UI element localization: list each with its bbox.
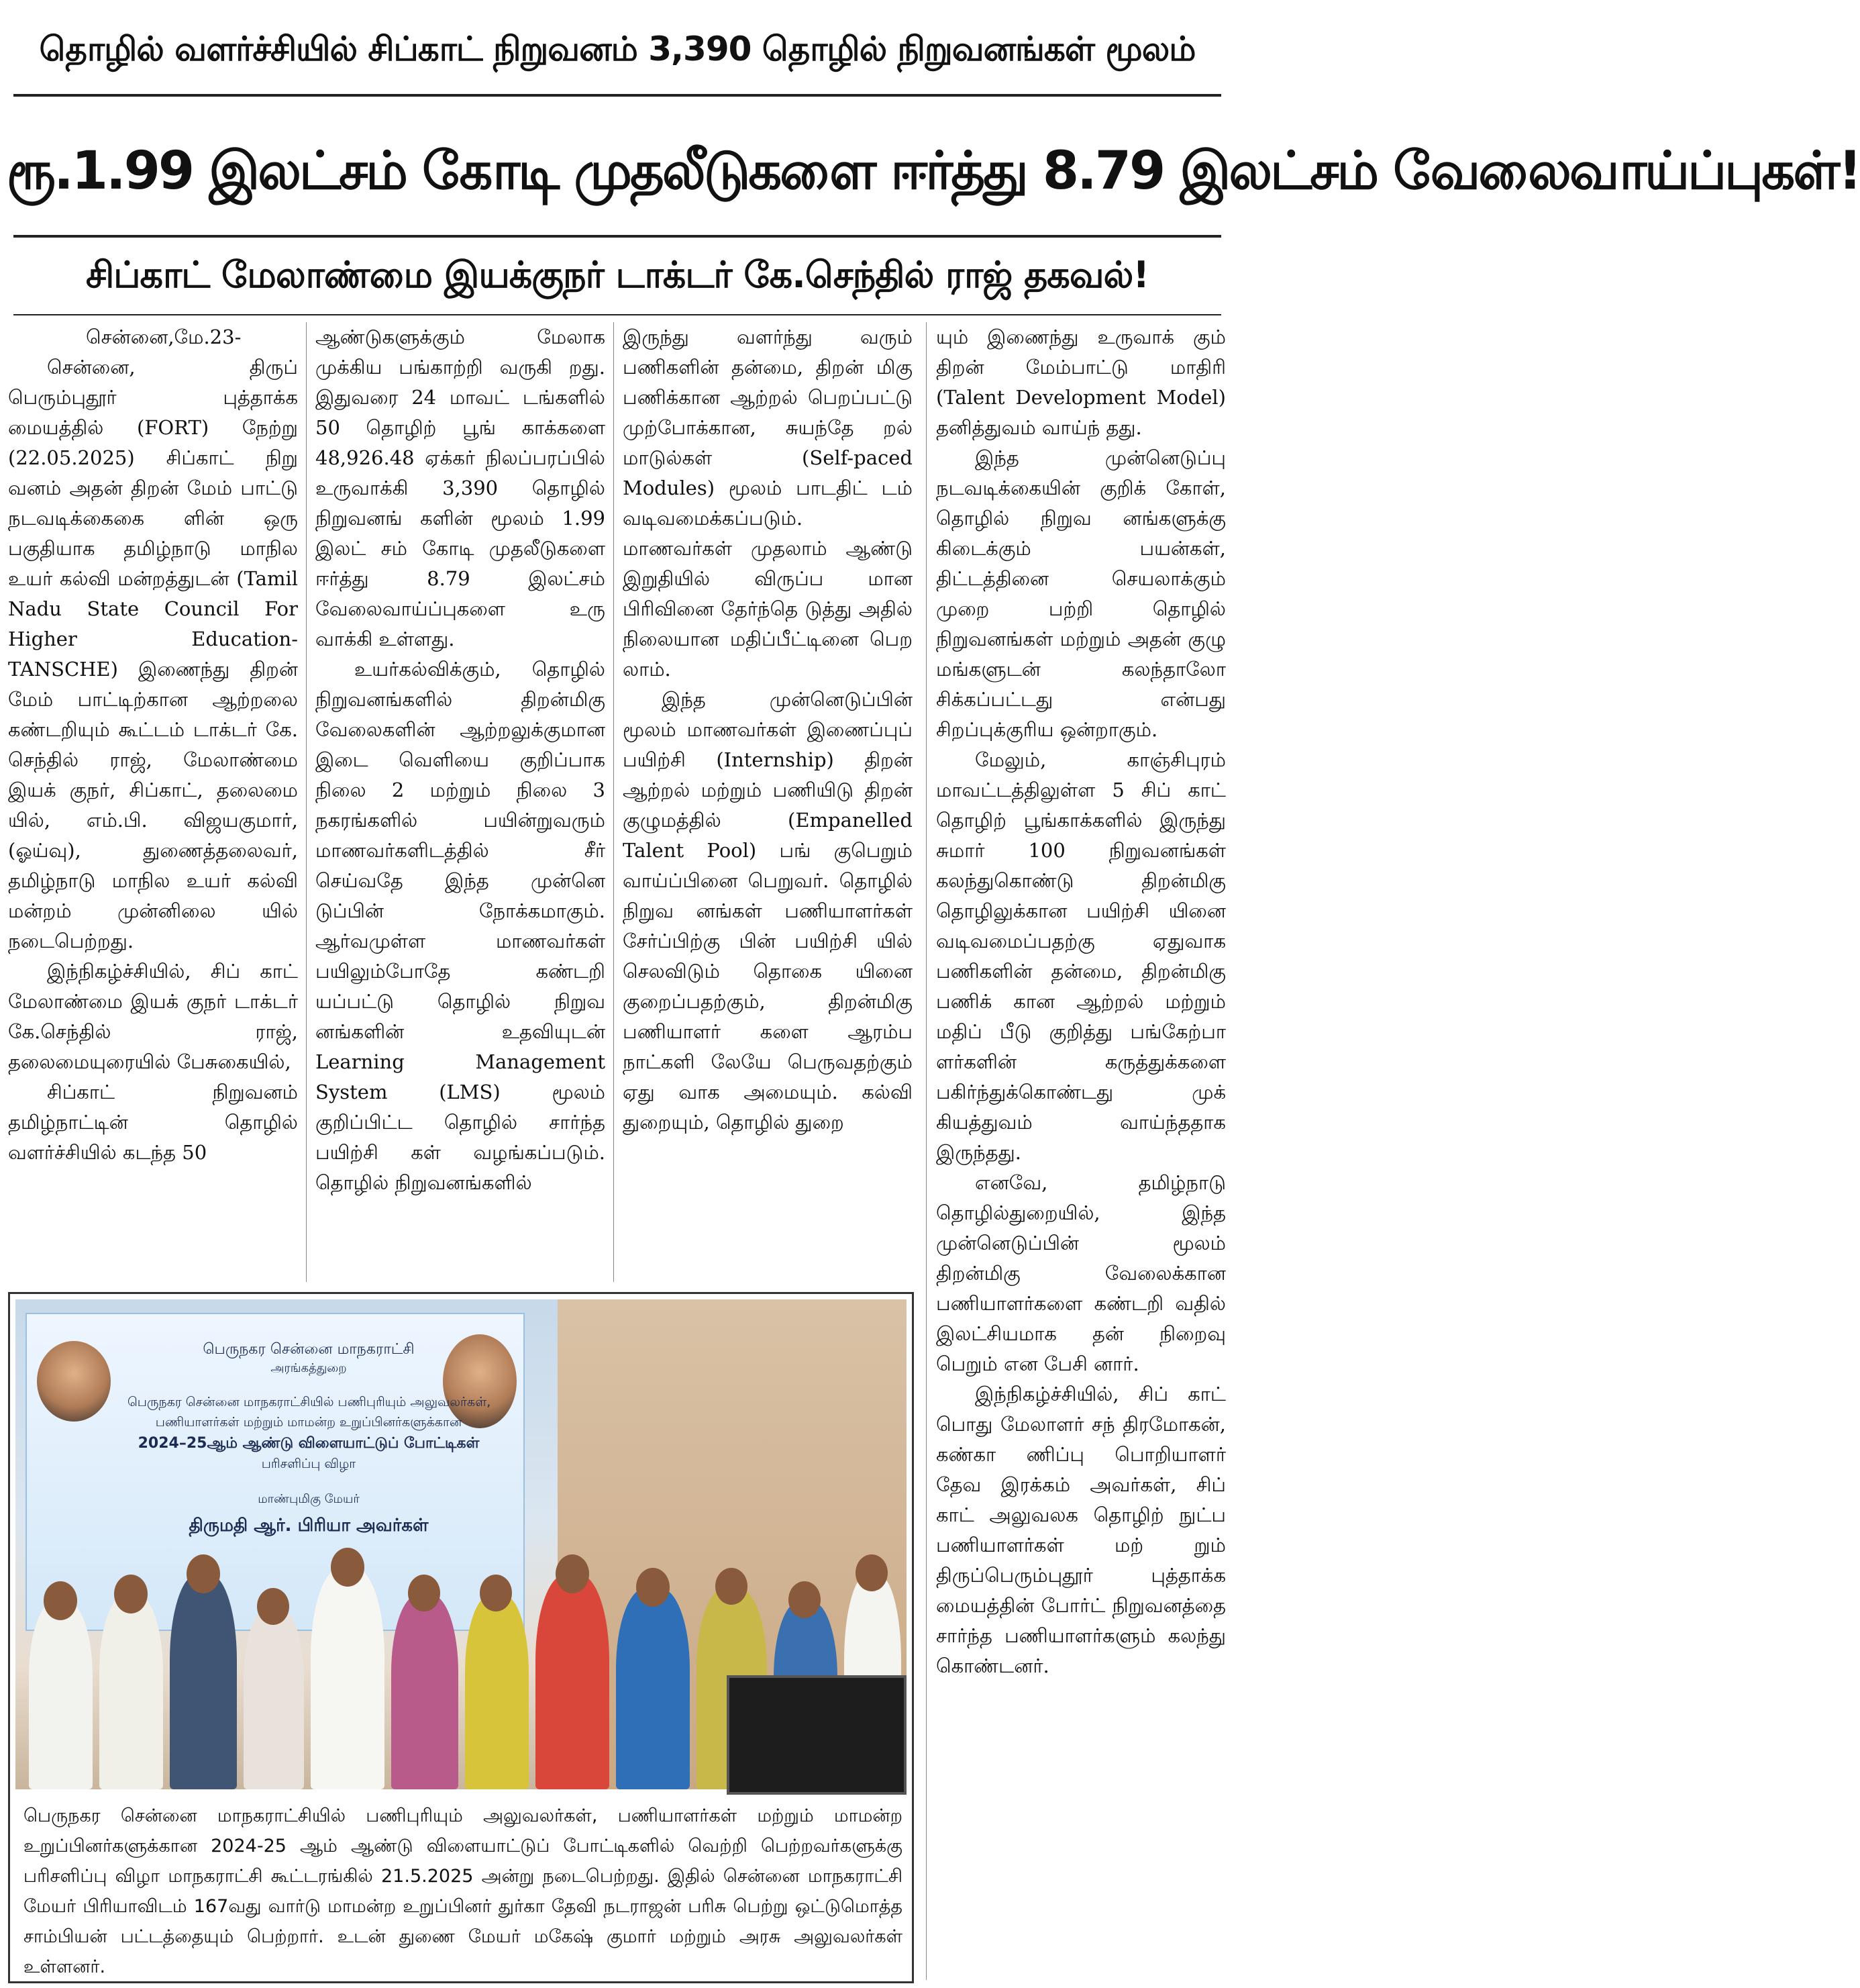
dateline: சென்னை,மே.23- — [86, 326, 242, 348]
banner-org: பெருநகர சென்னை மாநகராட்சி — [203, 1341, 415, 1358]
rule-bottom — [13, 314, 1221, 315]
photo-caption: பெருநகர சென்னை மாநகராட்சியில் பணிபுரியும் அலுவலர்கள், பணியாளர்கள் மற்றும் மாமன்ற உறுப்பினர்களுக்கான 2024-25 ஆம் ஆண்டு விளையாட்டுப் போட்டிகளில் வெற்றி பெற்றவர்களுக்கு பரிசளிப்பு விழா மாநகராட்சி கூட்டரங்கில் 21.5.2025 அன்று நடைபெற்றது. இதில் சென்னை மாநகராட்சி மேயர் பிரியாவிடம் 167வது வார்டு மாமன்ற உறுப்பினர் துர்கா தேவி நடராஜன் பரிசு பெற்று ஒட்டுமொத்த சாம்பியன் பட்டத்தையும் பெற்றார். உடன் துணை மேயர் மகேஷ் குமார் மற்றும் அரசு அலுவலர்கள் உள்ளனர். — [23, 1805, 902, 1977]
person-head — [44, 1581, 77, 1620]
person-head — [257, 1588, 289, 1625]
article-column-2 — [315, 322, 605, 1282]
main-headline: ரூ.1.99 இலட்சம் கோடி முதலீடுகளை ஈர்த்து 8.79 இலட்சம் வேலைவாய்ப்புகள்! — [7, 141, 1860, 201]
person-head — [114, 1575, 148, 1613]
portrait-left — [37, 1341, 111, 1422]
paragraph: மேலும், காஞ்சிபுரம் மாவட்டத்திலுள்ள 5 சிப் காட் தொழிற் பூங்காக்களில் இருந்து சுமார் 100 நிறுவனங்கள் கலந்துகொண்டு திறன்மிகு தொழிலுக்கான பயிற்சி யினை வடிவமைப்பதற்கு ஏதுவாக பணிகளின் தன்மை, திறன்மிகு பணிக் கான ஆற்றல் மற்றும் மதிப் பீடு குறித்து பங்கேற்பா ளர்களின் கருத்துக்களை பகிர்ந்துக்கொண்டது முக் கியத்துவம் வாய்ந்ததாக இருந்தது. — [936, 748, 1226, 1164]
person-head — [636, 1568, 670, 1607]
paragraph: ஆண்டுகளுக்கும் மேலாக முக்கிய பங்காற்றி வருகி றது. இதுவரை 24 மாவட் டங்களில் 50 தொழிற் பூங் காக்களை 48,926.48 ஏக்கர் நிலப்பரப்பில் உருவாக்கி 3,390 தொழில் நிறுவனங் களின் மூலம் 1.99 இலட் சம் கோடி முதலீடுகளை ஈர்த்து 8.79 இலட்சம் வேலைவாய்ப்புகளை உரு வாக்கி உள்ளது. — [315, 326, 605, 650]
banner-dept: அரங்கத்துறை — [270, 1361, 347, 1375]
banner-line: திருமதி ஆர். பிரியா அவர்கள் — [189, 1515, 429, 1536]
photo-block — [8, 1292, 914, 1983]
person-figure — [170, 1575, 237, 1789]
kicker-headline: தொழில் வளர்ச்சியில் சிப்காட் நிறுவனம் 3,390 தொழில் நிறுவனங்கள் மூலம் — [39, 30, 1196, 68]
person-head — [556, 1554, 589, 1593]
paragraph: இந்த முன்னெடுப்பின் மூலம் மாணவர்கள் இணைப்புப் பயிற்சி (Internship) திறன் ஆற்றல் மற்றும் பணியிடு திறன் குழுமத்தில் (Empanelled Talent Pool) பங் குபெறும் வாய்ப்பினை பெறுவர். தொழில் நிறுவ னங்கள் பணியாளர்கள் சேர்ப்பிற்கு பின் பயிற்சி யில் செலவிடும் தொகை யினை குறைப்பதற்கும், திறன்மிகு பணியாளர் களை ஆரம்ப நாட்களி லேயே பெருவதற்கும் ஏது வாக அமையும். கல்வி துறையும், தொழில் துறை — [623, 688, 913, 1134]
person-figure — [535, 1575, 609, 1789]
event-banner — [25, 1313, 525, 1631]
person-figure — [311, 1568, 384, 1789]
article-column-3 — [623, 322, 913, 1282]
paragraph: எனவே, தமிழ்நாடு தொழில்துறையில், இந்த முன்னெடுப்பின் மூலம் திறன்மிகு வேலைக்கான பணியாளர்களை கண்டறி வதில் இலட்சியமாக தன் நிறைவு பெறும் என பேசி னார். — [936, 1171, 1226, 1375]
paragraph: இந்த முன்னெடுப்பு நடவடிக்கையின் குறிக் கோள், தொழில் நிறுவ னங்களுக்கு கிடைக்கும் பயன்கள், திட்டத்தினை செயலாக்கும் முறை பற்றி தொழில் நிறுவனங்கள் மற்றும் அதன் குழு மங்களுடன் கலந்தாலோ சிக்கப்பட்டது என்பது சிறப்புக்குரிய ஒன்றாகும். — [936, 446, 1226, 741]
person-head — [715, 1568, 747, 1605]
column-divider — [926, 322, 927, 1980]
paragraph: உயர்கல்விக்கும், தொழில் நிறுவனங்களில் திறன்மிகு வேலைகளின் ஆற்றலுக்குமான இடை வெளியை குறிப்பாக நிலை 2 மற்றும் நிலை 3 நகரங்களில் பயின்றுவரும் மாணவர்களிடத்தில் சீர் செய்வதே இந்த முன்னெ டுப்பின் நோக்கமாகும். ஆர்வமுள்ள மாணவர்கள் பயிலும்போதே கண்டறி யப்பட்டு தொழில் நிறுவ னங்களின் உதவியுடன் Learning Management System (LMS) மூலம் குறிப்பிட்ட தொழில் சார்ந்த பயிற்சி கள் வழங்கப்படும். தொழில் நிறுவனங்களில் — [315, 658, 605, 1194]
paragraph: இருந்து வளர்ந்து வரும் பணிகளின் தன்மை, திறன் மிகு பணிக்கான ஆற்றல் பெறப்பட்டு முற்போக்கான, சுயந்தே றல் மாடுல்கள் (Self-paced Modules) மூலம் பாடதிட் டம் வடிவமைக்கப்படும். மாணவர்கள் முதலாம் ஆண்டு இறுதியில் விருப்ப மான பிரிவினை தேர்ந்தெ டுத்து அதில் நிலையான மதிப்பீட்டினை பெற லாம். — [623, 326, 913, 681]
person-figure — [465, 1595, 529, 1789]
rule-top — [13, 94, 1221, 97]
banner-line: பரிசளிப்பு விழா — [261, 1456, 356, 1471]
event-photo — [15, 1299, 907, 1789]
banner-line: 2024–25ஆம் ஆண்டு விளையாட்டுப் போட்டிகள் — [138, 1435, 480, 1452]
paragraph: சென்னை, திருப் பெரும்புதூர் புத்தாக்க மையத்தில் (FORT) நேற்று (22.05.2025) சிப்காட் நிறு வனம் அதன் திறன் மேம் பாட்டு நடவடிக்கைகை ளின் ஒரு பகுதியாக தமிழ்நாடு மாநில உயர் கல்வி மன்றத்துடன் (Tamil Nadu State Council For Higher Education-TANSCHE) இணைந்து திறன் மேம் பாட்டிற்கான ஆற்றலை கண்டறியும் கூட்டம் டாக்டர் கே. செந்தில் ராஜ், மேலாண்மை இயக் குநர், சிப்காட், தலைமை யில், எம்.பி. விஜயகுமார், (ஓய்வு), துணைத்தலைவர், தமிழ்நாடு மாநில உயர் கல்வி மன்றம் முன்னிலை யில் நடைபெற்றது. — [8, 356, 298, 952]
person-figure — [616, 1588, 690, 1789]
banner-line: பணியாளர்கள் மற்றும் மாமன்ற உறுப்பினர்களுக்கான — [155, 1415, 462, 1430]
person-head — [408, 1575, 440, 1611]
person-figure — [391, 1595, 458, 1789]
paragraph: இந்நிகழ்ச்சியில், சிப் காட் மேலாண்மை இயக் குநர் டாக்டர் கே.செந்தில் ராஜ், தலைமையுரையில் பேசுகையில், — [8, 960, 298, 1073]
banner-line: பெருநகர சென்னை மாநகராட்சியில் பணிபுரியும் அலுவலர்கள், — [127, 1395, 491, 1409]
person-head — [331, 1548, 364, 1587]
person-head — [788, 1581, 821, 1618]
rule-middle — [13, 235, 1221, 238]
person-figure — [244, 1608, 304, 1789]
person-figure — [29, 1601, 93, 1789]
paragraph: சிப்காட் நிறுவனம் தமிழ்நாட்டின் தொழில் வளர்ச்சியில் கடந்த 50 — [8, 1081, 298, 1164]
person-head — [480, 1575, 512, 1611]
paragraph: இந்நிகழ்ச்சியில், சிப் காட் பொது மேலாளர் சந் திரமோகன், கண்கா ணிப்பு பொறியாளர் தேவ இரக்கம் அவர்கள், சிப் காட் அலுவலக தொழிற் நுட்ப பணியாளர்கள் மற் றும் திருப்பெரும்புதூர் புத்தாக்க மையத்தின் போர்ட் நிறுவனத்தை சார்ந்த பணியாளர்களும் கலந்து கொண்டனர். — [936, 1383, 1226, 1677]
person-head — [187, 1554, 220, 1593]
article-column-1 — [8, 322, 298, 1282]
paragraph: யும் இணைந்து உருவாக் கும் திறன் மேம்பாட்டு மாதிரி (Talent Development Model) தனித்துவம் வாய்ந் தது. — [936, 326, 1226, 439]
person-figure — [99, 1595, 163, 1789]
banner-line: மாண்புமிகு மேயர் — [258, 1492, 360, 1506]
monitor-screen — [727, 1675, 907, 1795]
column-divider — [306, 322, 307, 1282]
column-divider — [613, 322, 614, 1282]
article-column-4 — [936, 322, 1226, 1980]
person-head — [856, 1554, 888, 1591]
subheadline: சிப்காட் மேலாண்மை இயக்குநர் டாக்டர் கே.செந்தில் ராஜ் தகவல்! — [86, 254, 1149, 296]
